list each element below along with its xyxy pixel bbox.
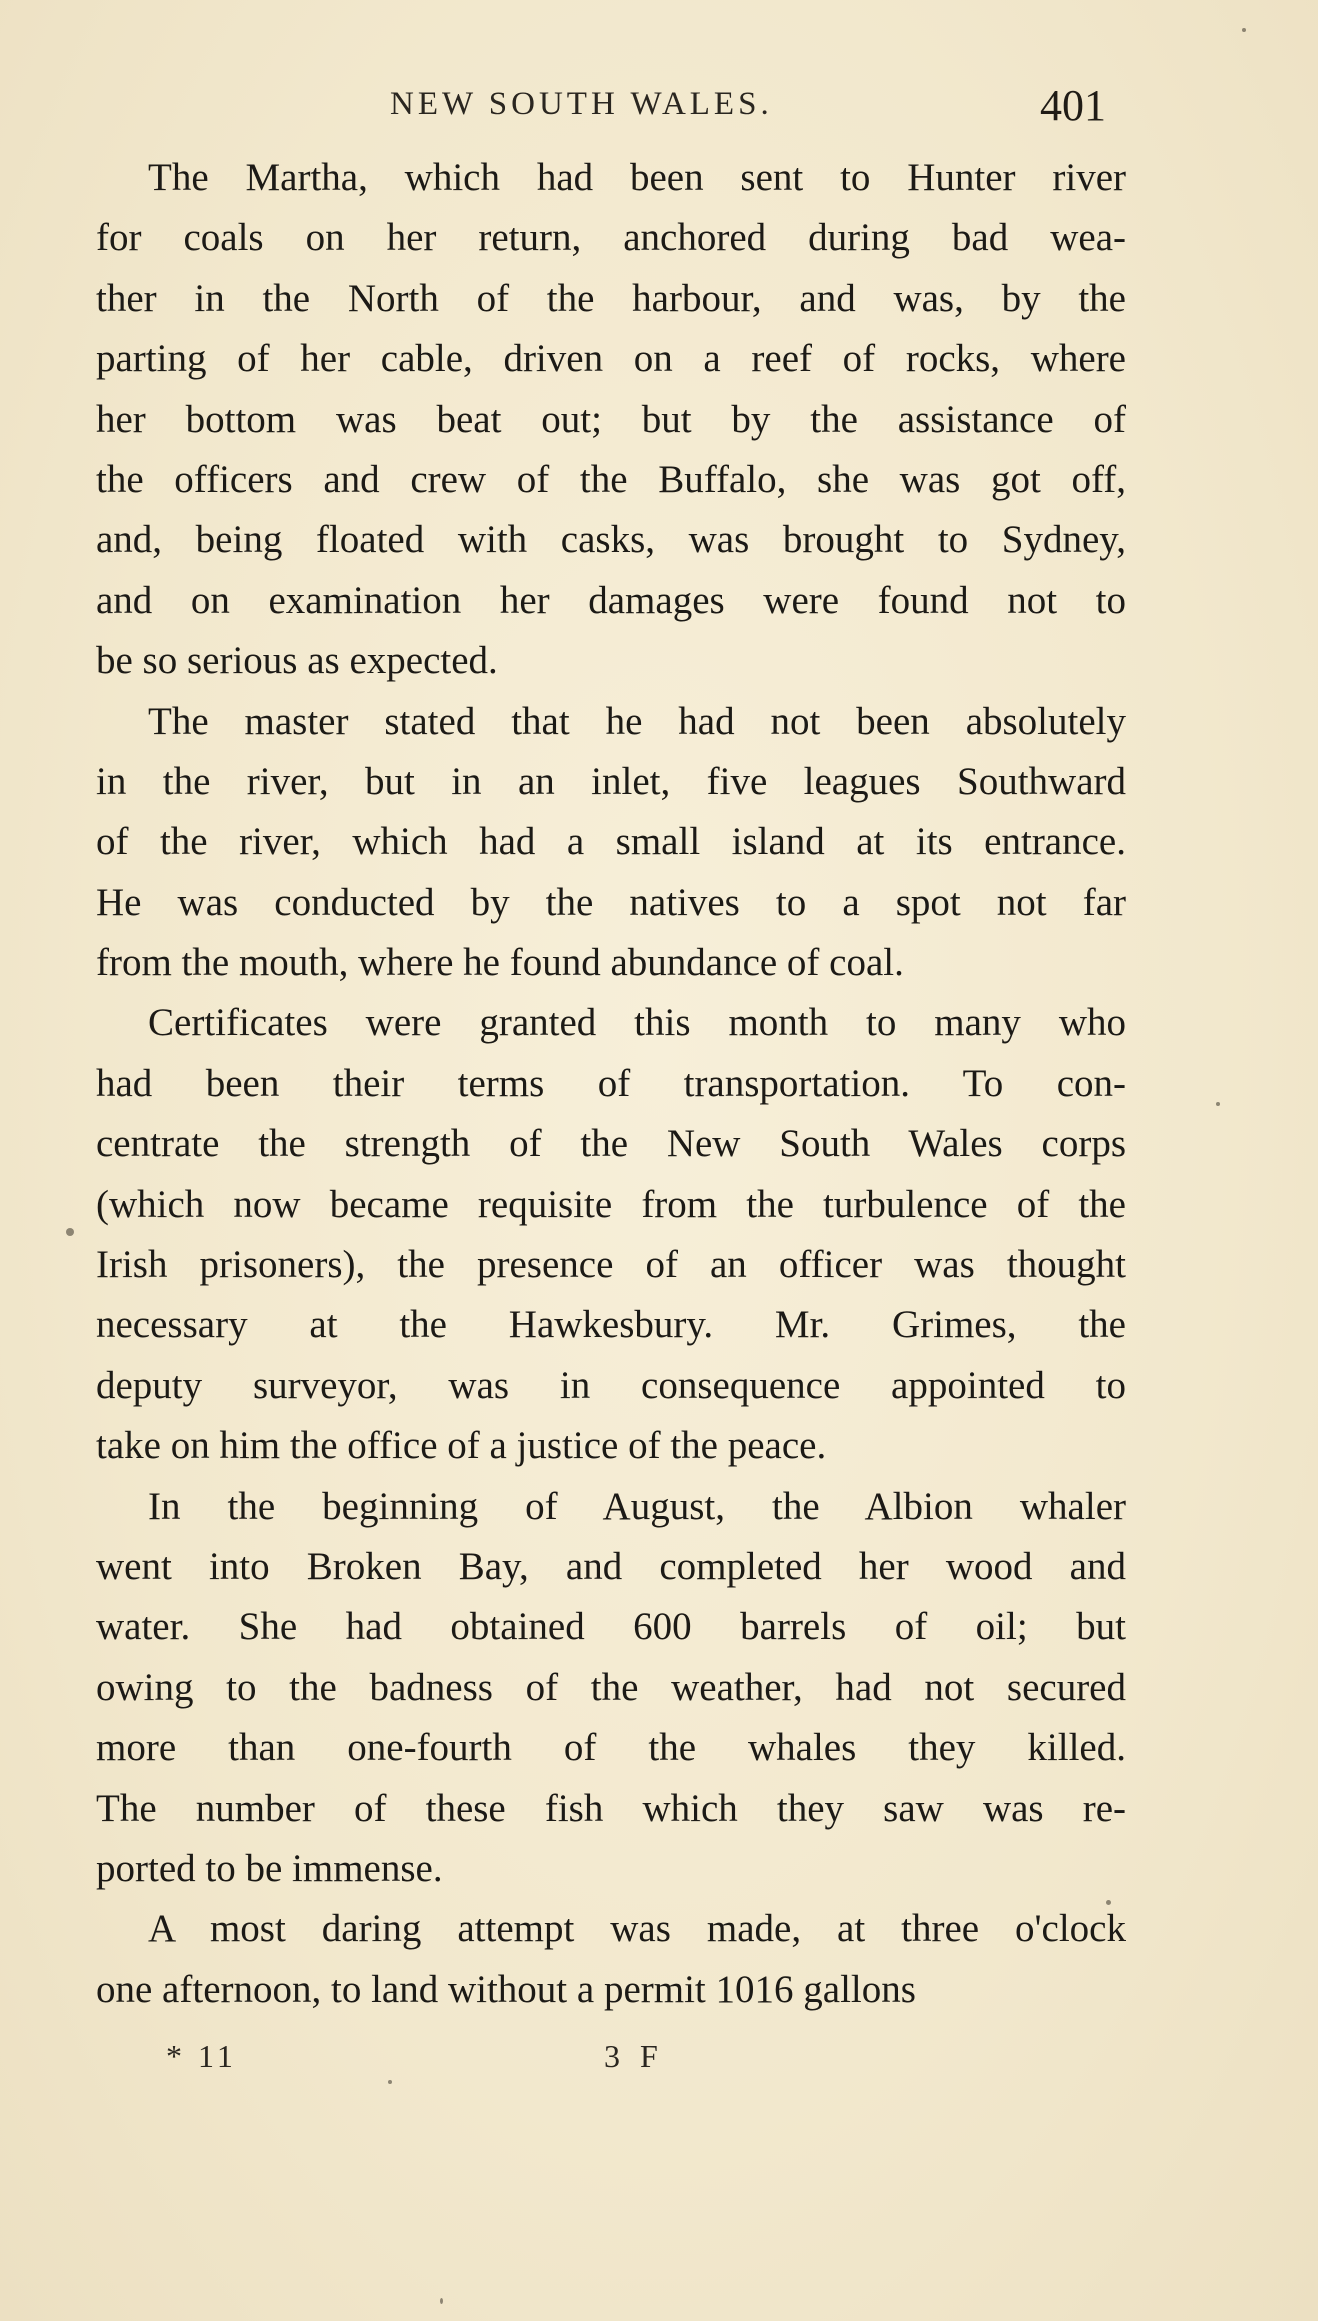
ink-speck [1106,1900,1111,1905]
running-title: NEW SOUTH WALES. [390,86,773,122]
paragraph-line: went into Broken Bay, and completed her wood and [96,1544,1126,1588]
paragraph-line: ther in the North of the harbour, and was, by the [96,276,1126,320]
paragraph-line: in the river, but in an inlet, five leagues Southward [96,759,1126,803]
paragraph-line: take on him the office of a justice of the peace. [96,1424,827,1468]
paragraph-line: centrate the strength of the New South Wales corps [96,1122,1126,1166]
paragraph-line: and on examination her damages were found not to [96,578,1126,622]
paragraph-first-line: The Martha, which had been sent to Hunter river [148,156,1126,199]
paragraph-line: The number of these fish which they saw was re- [96,1786,1126,1830]
paragraph-line: deputy surveyor, was in consequence appointed to [96,1363,1126,1407]
running-head [0,80,1318,140]
paragraph-line: her bottom was beat out; but by the assistance of [96,397,1126,441]
ink-speck [1242,28,1246,32]
paragraph-line: from the mouth, where he found abundance of coal. [96,941,904,985]
paragraph-line: one afternoon, to land without a permit 1016 gallons [96,1967,916,2011]
paragraph-line: He was conducted by the natives to a spot not far [96,880,1126,924]
paragraph-line: and, being floated with casks, was brought to Sydney, [96,518,1126,562]
ink-speck [440,2298,443,2304]
paragraph-first-line: A most daring attempt was made, at three o'clock [148,1907,1126,1951]
paragraph-first-line: In the beginning of August, the Albion whaler [148,1484,1126,1528]
signature-left: * 11 [166,2038,237,2074]
paragraph-line: water. She had obtained 600 barrels of oil; but [96,1605,1126,1649]
paragraph-line: the officers and crew of the Buffalo, she was got off, [96,457,1126,501]
signature-mark [0,2038,1318,2086]
paragraph-line: Irish prisoners), the presence of an officer was thought [96,1243,1126,1287]
paragraph-line: (which now became requisite from the turbulence of the [96,1182,1126,1226]
ink-speck [388,2080,392,2084]
paragraph-line: ported to be immense. [96,1846,443,1890]
ink-speck [66,1228,74,1236]
paragraph-line: more than one-fourth of the whales they killed. [96,1726,1126,1770]
signature-middle: 3 F [604,2038,664,2074]
paragraph-line: of the river, which had a small island at its entrance. [96,820,1126,864]
paragraph-line: had been their terms of transportation. To con- [96,1061,1126,1105]
paragraph-line: owing to the badness of the weather, had not secured [96,1665,1126,1709]
paragraph-first-line: The master stated that he had not been absolutely [148,699,1126,743]
paragraph-line: parting of her cable, driven on a reef of rocks, where [96,337,1126,381]
page-number: 401 [1040,81,1106,130]
paragraph-first-line: Certificates were granted this month to many who [148,1001,1126,1045]
paragraph-line: be so serious as expected. [96,639,498,683]
paragraph-line: for coals on her return, anchored during bad wea- [96,216,1126,260]
body-text [96,148,1126,2020]
ink-speck [1216,1102,1220,1106]
paragraph-line: necessary at the Hawkesbury. Mr. Grimes, the [96,1303,1126,1347]
